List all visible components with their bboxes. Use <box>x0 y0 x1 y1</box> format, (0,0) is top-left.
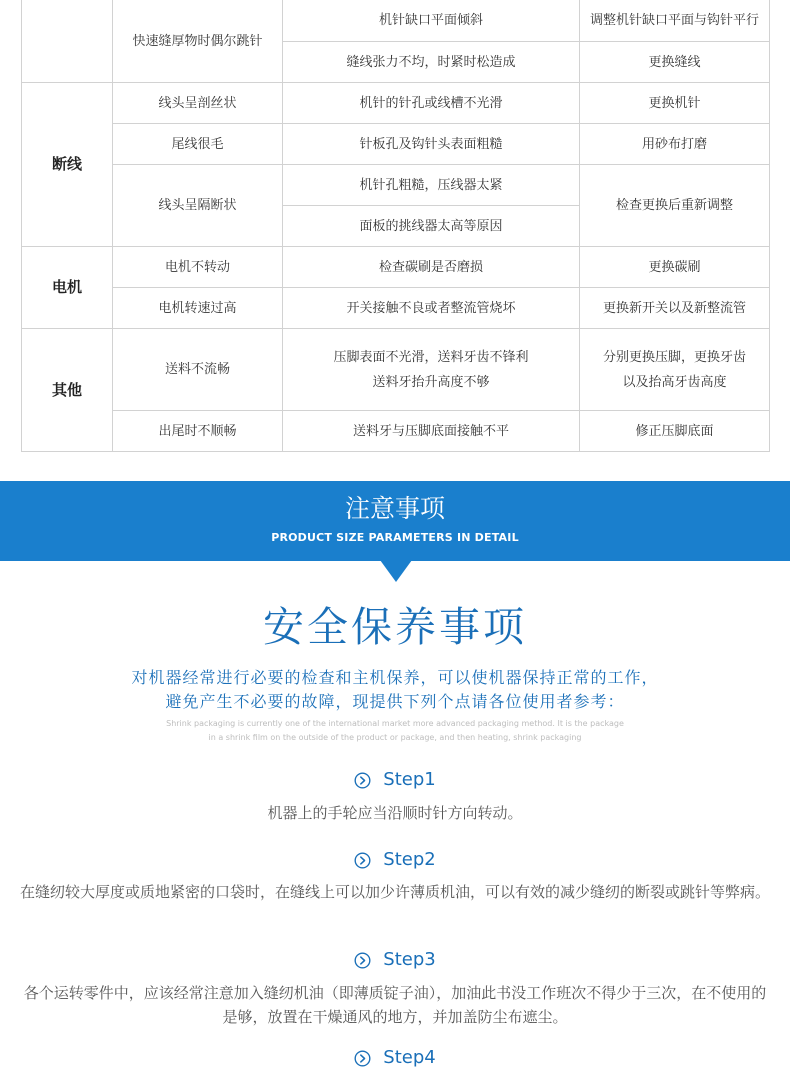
table-cell-cause: 开关接触不良或者整流管烧坏 <box>283 288 580 329</box>
chevron-circle-right-icon <box>354 852 371 869</box>
chevron-circle-right-icon <box>354 1050 371 1067</box>
table-cell-cause: 缝线张力不均，时紧时松造成 <box>283 42 580 83</box>
table-cell-symptom: 线头呈隔断状 <box>113 165 283 247</box>
fine-print-line-1: Shrink packaging is currently one of the international market more advanced packaging method. It is the package <box>166 719 624 728</box>
step-label: Step2 <box>383 849 436 870</box>
table-cell-cause: 压脚表面不光滑，送料牙齿不锋利 送料牙抬升高度不够 <box>283 329 580 411</box>
table-cell-symptom: 线头呈剖丝状 <box>113 83 283 124</box>
section-title: 安全保养事项 <box>263 603 527 651</box>
table-cell-cause: 机针孔粗糙，压线器太紧 <box>283 165 580 206</box>
banner-pointer-arrow <box>380 560 412 582</box>
step-3-text: 各个运转零件中，应该经常注意加入缝纫机油（即薄质锭子油），加油此书没工作班次不得少于三次，在不使用的是够，放置在干燥通风的地方，并加盖防尘布遮尘。 <box>23 984 767 1026</box>
step-label: Step4 <box>383 1047 436 1068</box>
table-cell-cause: 面板的挑线器太高等原因 <box>283 206 580 247</box>
table-cell-fix: 检查更换后重新调整 <box>580 165 770 247</box>
table-cell-category: 电机 <box>21 247 113 329</box>
step-1-heading <box>0 767 790 793</box>
table-cell-symptom: 快速缝厚物时偶尔跳针 <box>113 0 283 83</box>
banner-subtitle: PRODUCT SIZE PARAMETERS IN DETAIL <box>271 531 519 544</box>
step-3-heading <box>0 947 790 973</box>
table-cell-fix: 更换碳刷 <box>580 247 770 288</box>
table-cell-fix: 调整机针缺口平面与钩针平行 <box>580 0 770 42</box>
banner-title: 注意事项 <box>344 494 445 523</box>
fine-print-line-2: in a shrink film on the outside of the product or package, and then heating, shrink packaging <box>208 733 582 742</box>
table-cell-cause: 检查碳刷是否磨损 <box>283 247 580 288</box>
table-cell-fix: 分别更换压脚，更换牙齿 以及抬高牙齿高度 <box>580 329 770 411</box>
notice-banner <box>0 481 790 561</box>
table-cell-fix: 更换缝线 <box>580 42 770 83</box>
table-cell-cause: 针板孔及钩针头表面粗糙 <box>283 124 580 165</box>
table-cell-symptom: 电机转速过高 <box>113 288 283 329</box>
chevron-circle-right-icon <box>354 952 371 969</box>
step-2-heading <box>0 847 790 873</box>
intro-line-1: 对机器经常进行必要的检查和主机保养，可以使机器保持正常的工作， <box>131 668 659 687</box>
troubleshooting-table <box>21 0 770 452</box>
table-cell-symptom: 电机不转动 <box>113 247 283 288</box>
table-cell-cause: 送料牙与压脚底面接触不平 <box>283 411 580 452</box>
table-cell-fix: 用砂布打磨 <box>580 124 770 165</box>
step-2-text: 在缝纫较大厚度或质地紧密的口袋时，在缝线上可以加少许薄质机油，可以有效的减少缝纫的断裂或跳针等弊病。 <box>20 883 771 901</box>
table-cell-symptom: 出尾时不顺畅 <box>113 411 283 452</box>
chevron-circle-right-icon <box>354 772 371 789</box>
table-cell-fix: 更换新开关以及新整流管 <box>580 288 770 329</box>
table-cell-symptom: 尾线很毛 <box>113 124 283 165</box>
table-cell-cause: 机针缺口平面倾斜 <box>283 0 580 42</box>
table-cell-fix: 修正压脚底面 <box>580 411 770 452</box>
table-cell-cause: 机针的针孔或线槽不光滑 <box>283 83 580 124</box>
table-cell-category: 断线 <box>21 83 113 247</box>
step-label: Step3 <box>383 949 436 970</box>
step-label: Step1 <box>383 769 436 790</box>
table-cell-category: 其他 <box>21 329 113 452</box>
intro-line-2: 避免产生不必要的故障，现提供下列个点请各位使用者参考： <box>165 692 625 711</box>
step-1-text: 机器上的手轮应当沿顺时针方向转动。 <box>267 804 523 822</box>
table-cell-symptom: 送料不流畅 <box>113 329 283 411</box>
step-4-heading <box>0 1045 790 1071</box>
table-cell-category <box>21 0 113 83</box>
table-cell-fix: 更换机针 <box>580 83 770 124</box>
